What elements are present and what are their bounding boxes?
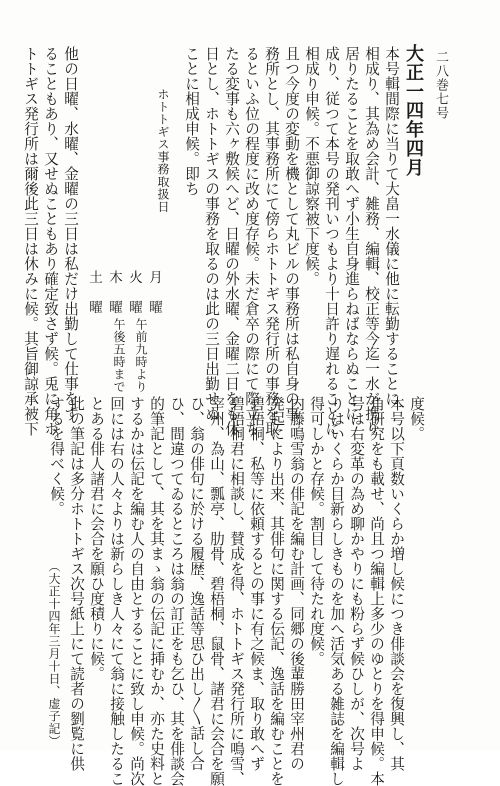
bottom-line-9: 碧梧桐、私等に依頼するとの事に有之候ま、取り敢へず [248,396,265,771]
bottom-line-13: ひ、間違つてゐるところは翁の訂正をも乞ひ、其を俳談会 [168,396,185,786]
top-p3-line-3: トトギス発行所は爾後此三日は休みに候。其旨御諒承被下 [22,46,39,436]
issue-number: 二八巻七号 [433,50,448,120]
schedule-hours-end: 午後五時まで [112,318,126,393]
bottom-line-10: 碧梧桐君に相談し、賛成を得、ホトトギス発行所に鳴雪、 [228,396,245,786]
top-p2-line-3: るといふ位の程度に改め度存候。未だ倉卒の際にて際立ち [243,46,260,436]
bottom-line-3: 角研究をも載せ、尚且つ編輯上多少のゆとりを得申候。本 [368,396,385,786]
bottom-line-4: 号は右変革の為め聊かやりにも粉らず候ひしが、次号よ [348,396,365,771]
top-p2-line-2: 務所とし、其事務所にて傍らホトトギス発行所の事務を取 [263,46,280,436]
top-p1-line-2: 相成り、其為め会計、雑務、編輯、校正等今迄一水が携り [363,46,380,436]
top-p1-line-4: 成り、従つて本号の発刊いつもより十日許り遅れることに [323,46,340,436]
top-p2-line-5: 日とし、ホトトギスの事務を取るのは此の三日出勤せぬ [203,46,220,421]
bottom-line-17: とある俳人諸君に会合を願ひ度積りに候。 [88,396,105,681]
bottom-line-15: するかは伝記を編む人の自由とすることに致し申候。尚次 [128,396,145,786]
top-p1-line-1: 本号輯間際に当りて大畠一水儀に他に転勤することに [383,46,400,406]
bottom-line-6: 得可しかと存候。割目して待たれ度候。 [308,396,325,666]
top-p2-line-6: ことに相成申候。即ち [183,46,200,196]
top-p2-line-1: 且つ今度の変動を機として丸ビルの事務所は私自身の事 [283,46,300,421]
bottom-line-14: 的筆記として、其を其まゝ翁の伝記に挿むか、亦た史料と [148,396,165,786]
schedule-hours-start: 午前九時より [134,318,148,393]
bottom-line-16: 回には右の人々よりは新らしき人々にて翁に接触したるこ [108,396,125,786]
top-p1-line-5: 相成り申候。不悪御諒察被下度候。 [303,46,320,286]
schedule-day-thursday: 木 曜 [106,270,122,315]
bottom-line-1: 度候。 [408,396,425,441]
page-title: 大正一四年四月 [403,44,424,177]
bottom-line-12: ひ、翁の俳句に於ける履歴、逸話等思ひ出し〳〵話し合 [188,396,205,771]
schedule-label: ホトトギス事務取扱日 [156,88,170,213]
bottom-line-2: 本号以下頁数いくらか増し候につき俳談会を復興し、其 [388,396,405,771]
bottom-line-18: 此の筆記は多分ホトトギス次号紙上にて読者の劉覧に供 [68,396,85,771]
bottom-line-11: 宰州、為山、瓢亭、肋骨、碧梧桐、鼠骨、諸君に会合を願 [208,396,225,786]
schedule-day-monday: 月 曜 [146,270,162,315]
top-p2-line-4: たる変事も六ヶ敷候へど、日曜の外水曜、金曜二日をも休 [223,46,240,436]
bottom-line-7: 内藤鳴雪翁の俳記を編む計画、同郷の後輩勝田宰州君の [288,396,305,771]
bottom-line-5: りはいくらか目新らしきものを加へ活気ある雑誌を編輯し [328,396,345,786]
top-p3-line-2: ることもあり、又せぬこともあり確定致さず候。兎に角ホ [42,46,59,436]
top-p1-line-3: 居りたることを取敢へず小生自身進らねばならぬことに [343,46,360,421]
schedule-day-saturday: 土 曜 [86,270,102,315]
top-p3-line-1: 他の日曜、水曜、金曜の三日は私だけ出勤して仕事をす [62,46,79,421]
bottom-line-8: 発起により出来、其俳句に関する伝記、逸話を編むことを [268,396,285,786]
bottom-line-19: するを得べく候。 [48,396,65,516]
signature: （大正十四年三月十日、虚子記） [47,560,61,748]
schedule-day-tuesday: 火 曜 [126,270,142,315]
